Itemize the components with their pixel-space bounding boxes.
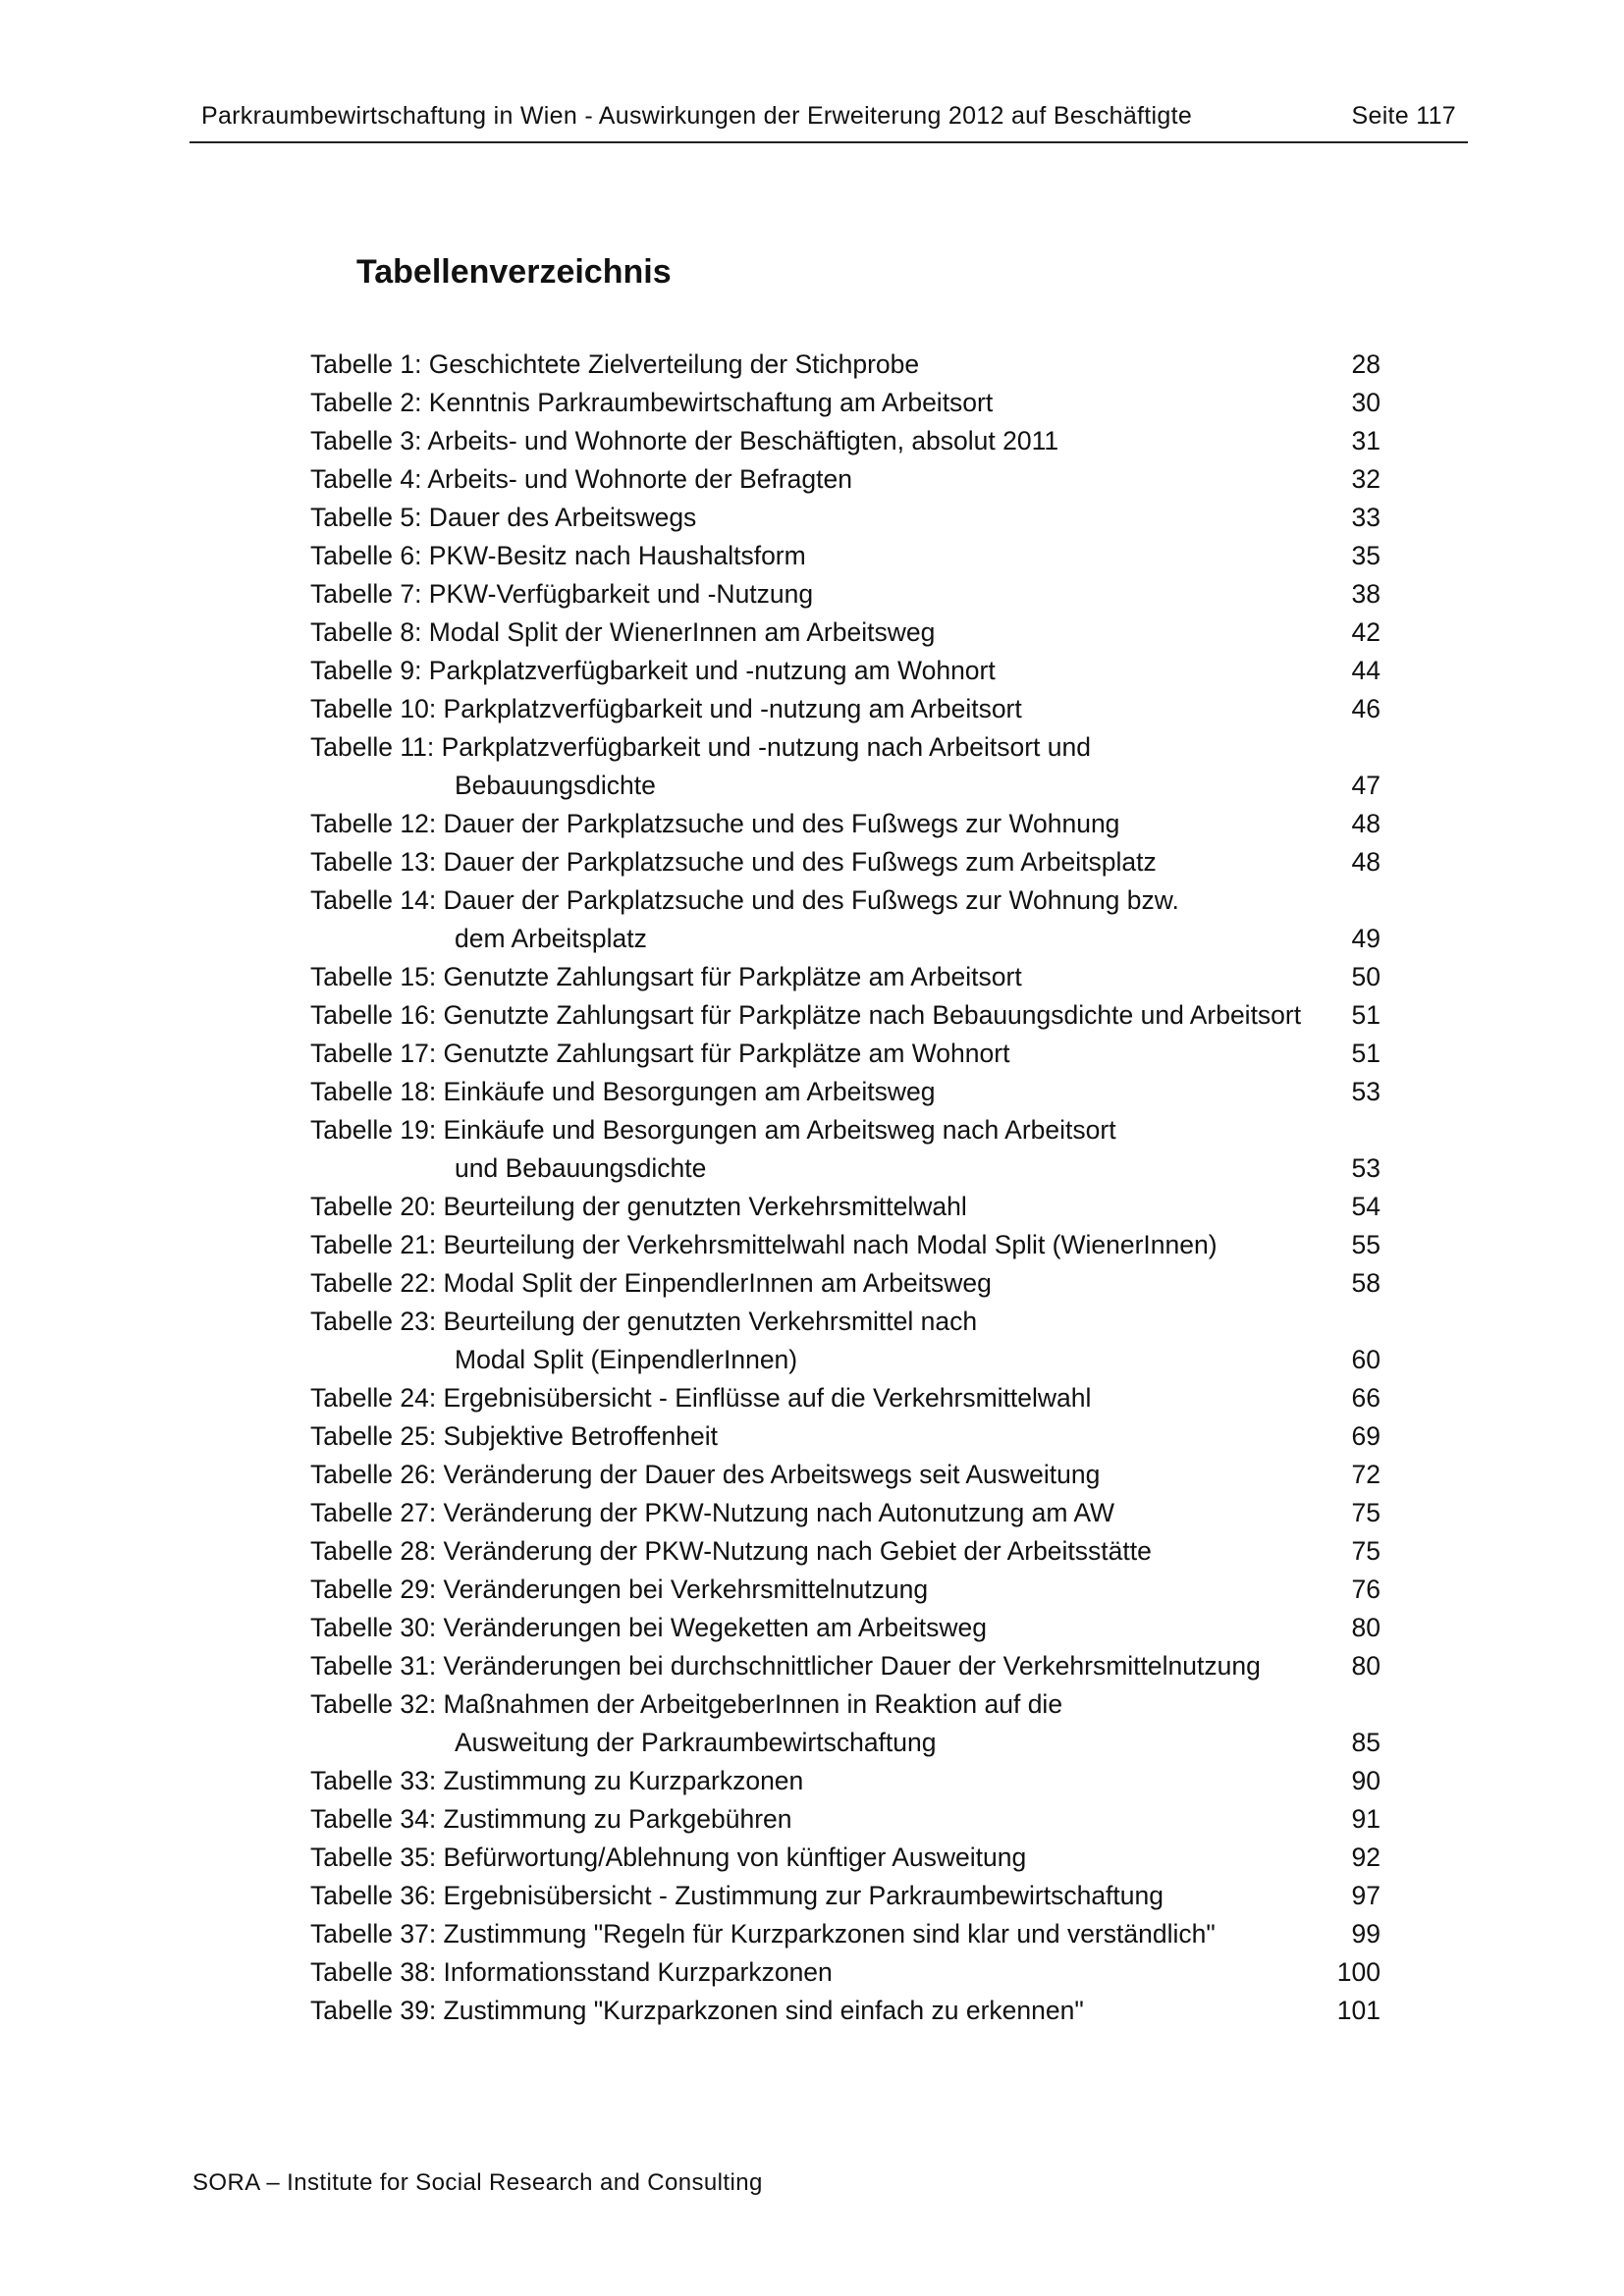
toc-entry-page-number: 30 — [1351, 388, 1380, 417]
toc-entry-page-number: 44 — [1351, 656, 1380, 685]
toc-entry-title: Tabelle 25: Subjektive Betroffenheit — [310, 1421, 718, 1451]
toc-entry-title: Tabelle 27: Veränderung der PKW-Nutzung nach Autonutzung am AW — [310, 1498, 1115, 1527]
toc-entry-page-number: 75 — [1351, 1498, 1380, 1527]
page-footer: SORA – Institute for Social Research and Consulting — [192, 2169, 763, 2196]
toc-entry[interactable] — [310, 1303, 1380, 1379]
toc-entry[interactable] — [310, 499, 1380, 537]
toc-entry-title: Tabelle 36: Ergebnisübersicht - Zustimmung zur Parkraumbewirtschaftung — [310, 1881, 1164, 1910]
toc-entry-title: Tabelle 38: Informationsstand Kurzparkzonen — [310, 1957, 833, 1987]
toc-entry-title: Tabelle 26: Veränderung der Dauer des Arbeitswegs seit Ausweitung — [310, 1460, 1101, 1489]
toc-entry-title: Tabelle 22: Modal Split der EinpendlerInnen am Arbeitsweg — [310, 1268, 992, 1298]
toc-entry-page-number: 47 — [1351, 771, 1380, 800]
toc-entry-title-continuation: dem Arbeitsplatz — [455, 924, 647, 953]
toc-entry-title: Tabelle 30: Veränderungen bei Wegeketten am Arbeitsweg — [310, 1613, 987, 1642]
toc-entry-page-number: 46 — [1351, 694, 1380, 723]
toc-entry-title: Tabelle 20: Beurteilung der genutzten Verkehrsmittelwahl — [310, 1192, 967, 1221]
toc-entry-page-number: 80 — [1351, 1613, 1380, 1642]
toc-entry[interactable] — [310, 1647, 1380, 1685]
toc-entry[interactable] — [310, 690, 1380, 728]
toc-entry[interactable] — [310, 384, 1380, 422]
toc-entry-page-number: 28 — [1351, 349, 1380, 379]
toc-entry-title: Tabelle 12: Dauer der Parkplatzsuche und des Fußwegs zur Wohnung — [310, 809, 1120, 838]
toc-entry[interactable] — [310, 1685, 1380, 1762]
toc-entry-page-number: 58 — [1351, 1268, 1380, 1298]
toc-entry-page-number: 92 — [1351, 1842, 1380, 1872]
toc-entry-page-number: 85 — [1351, 1728, 1380, 1757]
toc-entry-title: Tabelle 6: PKW-Besitz nach Haushaltsform — [310, 541, 806, 570]
toc-entry[interactable] — [310, 1456, 1380, 1494]
toc-entry[interactable] — [310, 1532, 1380, 1571]
toc-entry-title-continuation: und Bebauungsdichte — [455, 1153, 707, 1183]
header-page-number: Seite 117 — [1351, 102, 1456, 130]
toc-entry[interactable] — [310, 805, 1380, 843]
toc-entry[interactable] — [310, 1226, 1380, 1264]
toc-entry-title: Tabelle 24: Ergebnisübersicht - Einflüsse auf die Verkehrsmittelwahl — [310, 1383, 1092, 1413]
toc-entry-title: Tabelle 4: Arbeits- und Wohnorte der Befragten — [310, 464, 852, 494]
toc-entry[interactable] — [310, 652, 1380, 690]
toc-entry[interactable] — [310, 1953, 1380, 1992]
toc-entry-page-number: 53 — [1351, 1077, 1380, 1106]
toc-entry[interactable] — [310, 1494, 1380, 1532]
toc-entry-title: Tabelle 11: Parkplatzverfügbarkeit und -nutzung nach Arbeitsort und — [310, 732, 1091, 762]
toc-entry-title: Tabelle 39: Zustimmung "Kurzparkzonen sind einfach zu erkennen" — [310, 1996, 1084, 2025]
toc-entry-title: Tabelle 17: Genutzte Zahlungsart für Parkplätze am Wohnort — [310, 1039, 1010, 1068]
toc-entry[interactable] — [310, 996, 1380, 1035]
toc-entry-title-continuation: Ausweitung der Parkraumbewirtschaftung — [455, 1728, 937, 1757]
toc-entry[interactable] — [310, 1762, 1380, 1800]
toc-entry[interactable] — [310, 1992, 1380, 2030]
toc-entry-title: Tabelle 1: Geschichtete Zielverteilung der Stichprobe — [310, 349, 920, 379]
toc-entry[interactable] — [310, 346, 1380, 384]
toc-entry[interactable] — [310, 881, 1380, 958]
toc-entry-page-number: 48 — [1351, 847, 1380, 877]
toc-entry-title: Tabelle 21: Beurteilung der Verkehrsmittelwahl nach Modal Split (WienerInnen) — [310, 1230, 1218, 1259]
toc-entry-page-number: 32 — [1351, 464, 1380, 494]
toc-entry[interactable] — [310, 1609, 1380, 1647]
toc-entry-page-number: 53 — [1351, 1153, 1380, 1183]
toc-entry-page-number: 35 — [1351, 541, 1380, 570]
toc-entry[interactable] — [310, 1035, 1380, 1073]
toc-entry[interactable] — [310, 1379, 1380, 1417]
toc-entry-page-number: 66 — [1351, 1383, 1380, 1413]
toc-entry-page-number: 50 — [1351, 962, 1380, 991]
toc-entry-title: Tabelle 14: Dauer der Parkplatzsuche und des Fußwegs zur Wohnung bzw. — [310, 885, 1179, 915]
toc-entry-page-number: 100 — [1336, 1957, 1380, 1987]
toc-entry-page-number: 80 — [1351, 1651, 1380, 1681]
toc-entry-page-number: 33 — [1351, 503, 1380, 532]
toc-entry-page-number: 101 — [1336, 1996, 1380, 2025]
toc-entry[interactable] — [310, 575, 1380, 614]
toc-entry-title: Tabelle 28: Veränderung der PKW-Nutzung nach Gebiet der Arbeitsstätte — [310, 1536, 1152, 1566]
toc-entry-page-number: 55 — [1351, 1230, 1380, 1259]
toc-entry[interactable] — [310, 422, 1380, 460]
toc-entry[interactable] — [310, 614, 1380, 652]
toc-entry-page-number: 76 — [1351, 1575, 1380, 1604]
toc-entry[interactable] — [310, 843, 1380, 881]
toc-entry[interactable] — [310, 1915, 1380, 1953]
toc-entry-title-continuation: Modal Split (EinpendlerInnen) — [455, 1345, 798, 1374]
toc-entry[interactable] — [310, 1877, 1380, 1915]
toc-entry-title: Tabelle 15: Genutzte Zahlungsart für Parkplätze am Arbeitsort — [310, 962, 1022, 991]
toc-entry[interactable] — [310, 1264, 1380, 1303]
toc-entry-title: Tabelle 7: PKW-Verfügbarkeit und -Nutzung — [310, 579, 814, 609]
toc-entry-page-number: 48 — [1351, 809, 1380, 838]
toc-entry[interactable] — [310, 1188, 1380, 1226]
toc-entry-page-number: 51 — [1351, 1039, 1380, 1068]
toc-entry-title: Tabelle 29: Veränderungen bei Verkehrsmittelnutzung — [310, 1575, 929, 1604]
toc-entry-title: Tabelle 5: Dauer des Arbeitswegs — [310, 503, 697, 532]
toc-entry[interactable] — [310, 1073, 1380, 1111]
header-title: Parkraumbewirtschaftung in Wien - Auswirkungen der Erweiterung 2012 auf Beschäftigte — [201, 102, 1193, 130]
toc-entry-page-number: 72 — [1351, 1460, 1380, 1489]
toc-entry-title: Tabelle 13: Dauer der Parkplatzsuche und des Fußwegs zum Arbeitsplatz — [310, 847, 1157, 877]
toc-entry-title: Tabelle 32: Maßnahmen der ArbeitgeberInnen in Reaktion auf die — [310, 1689, 1063, 1719]
toc-entry-page-number: 38 — [1351, 579, 1380, 609]
toc-entry[interactable] — [310, 1571, 1380, 1609]
toc-entry-page-number: 49 — [1351, 924, 1380, 953]
toc-entry-title: Tabelle 23: Beurteilung der genutzten Verkehrsmittel nach — [310, 1307, 978, 1336]
toc-entry-page-number: 31 — [1351, 426, 1380, 455]
toc-entry-page-number: 91 — [1351, 1804, 1380, 1834]
toc-entry[interactable] — [310, 1417, 1380, 1456]
toc-entry-title: Tabelle 10: Parkplatzverfügbarkeit und -nutzung am Arbeitsort — [310, 694, 1022, 723]
toc-entry-title: Tabelle 18: Einkäufe und Besorgungen am Arbeitsweg — [310, 1077, 936, 1106]
toc-entry-title: Tabelle 31: Veränderungen bei durchschnittlicher Dauer der Verkehrsmittelnutzung — [310, 1651, 1261, 1681]
toc-entry-title: Tabelle 35: Befürwortung/Ablehnung von künftiger Ausweitung — [310, 1842, 1027, 1872]
page-title: Tabellenverzeichnis — [356, 253, 672, 291]
toc-entry-page-number: 99 — [1351, 1919, 1380, 1949]
toc-entry-title: Tabelle 37: Zustimmung "Regeln für Kurzparkzonen sind klar und verständlich" — [310, 1919, 1216, 1949]
toc-entry-title: Tabelle 34: Zustimmung zu Parkgebühren — [310, 1804, 792, 1834]
toc-entry-title: Tabelle 19: Einkäufe und Besorgungen am Arbeitsweg nach Arbeitsort — [310, 1115, 1116, 1145]
toc-entry-page-number: 97 — [1351, 1881, 1380, 1910]
toc-entry[interactable] — [310, 1111, 1380, 1188]
page-header — [189, 102, 1468, 143]
toc-entry-title: Tabelle 8: Modal Split der WienerInnen am Arbeitsweg — [310, 617, 936, 647]
toc-entry[interactable] — [310, 460, 1380, 499]
toc-entry[interactable] — [310, 1839, 1380, 1877]
toc-entry[interactable] — [310, 958, 1380, 996]
toc-entry-title: Tabelle 33: Zustimmung zu Kurzparkzonen — [310, 1766, 804, 1795]
toc-entry-title: Tabelle 3: Arbeits- und Wohnorte der Beschäftigten, absolut 2011 — [310, 426, 1059, 455]
toc-entry-page-number: 90 — [1351, 1766, 1380, 1795]
toc-entry-title: Tabelle 9: Parkplatzverfügbarkeit und -nutzung am Wohnort — [310, 656, 996, 685]
toc-entry-page-number: 60 — [1351, 1345, 1380, 1374]
toc-entry-page-number: 51 — [1351, 1000, 1380, 1030]
toc-entry-page-number: 75 — [1351, 1536, 1380, 1566]
toc-entry-title: Tabelle 2: Kenntnis Parkraumbewirtschaftung am Arbeitsort — [310, 388, 994, 417]
toc-entry-page-number: 42 — [1351, 617, 1380, 647]
toc-entry[interactable] — [310, 728, 1380, 805]
toc-entry-page-number: 54 — [1351, 1192, 1380, 1221]
toc-entry-page-number: 69 — [1351, 1421, 1380, 1451]
toc-entry[interactable] — [310, 537, 1380, 575]
table-of-tables — [310, 346, 1380, 2030]
toc-entry[interactable] — [310, 1800, 1380, 1839]
toc-entry-title-continuation: Bebauungsdichte — [455, 771, 656, 800]
toc-entry-title: Tabelle 16: Genutzte Zahlungsart für Parkplätze nach Bebauungsdichte und Arbeitsort — [310, 1000, 1302, 1030]
